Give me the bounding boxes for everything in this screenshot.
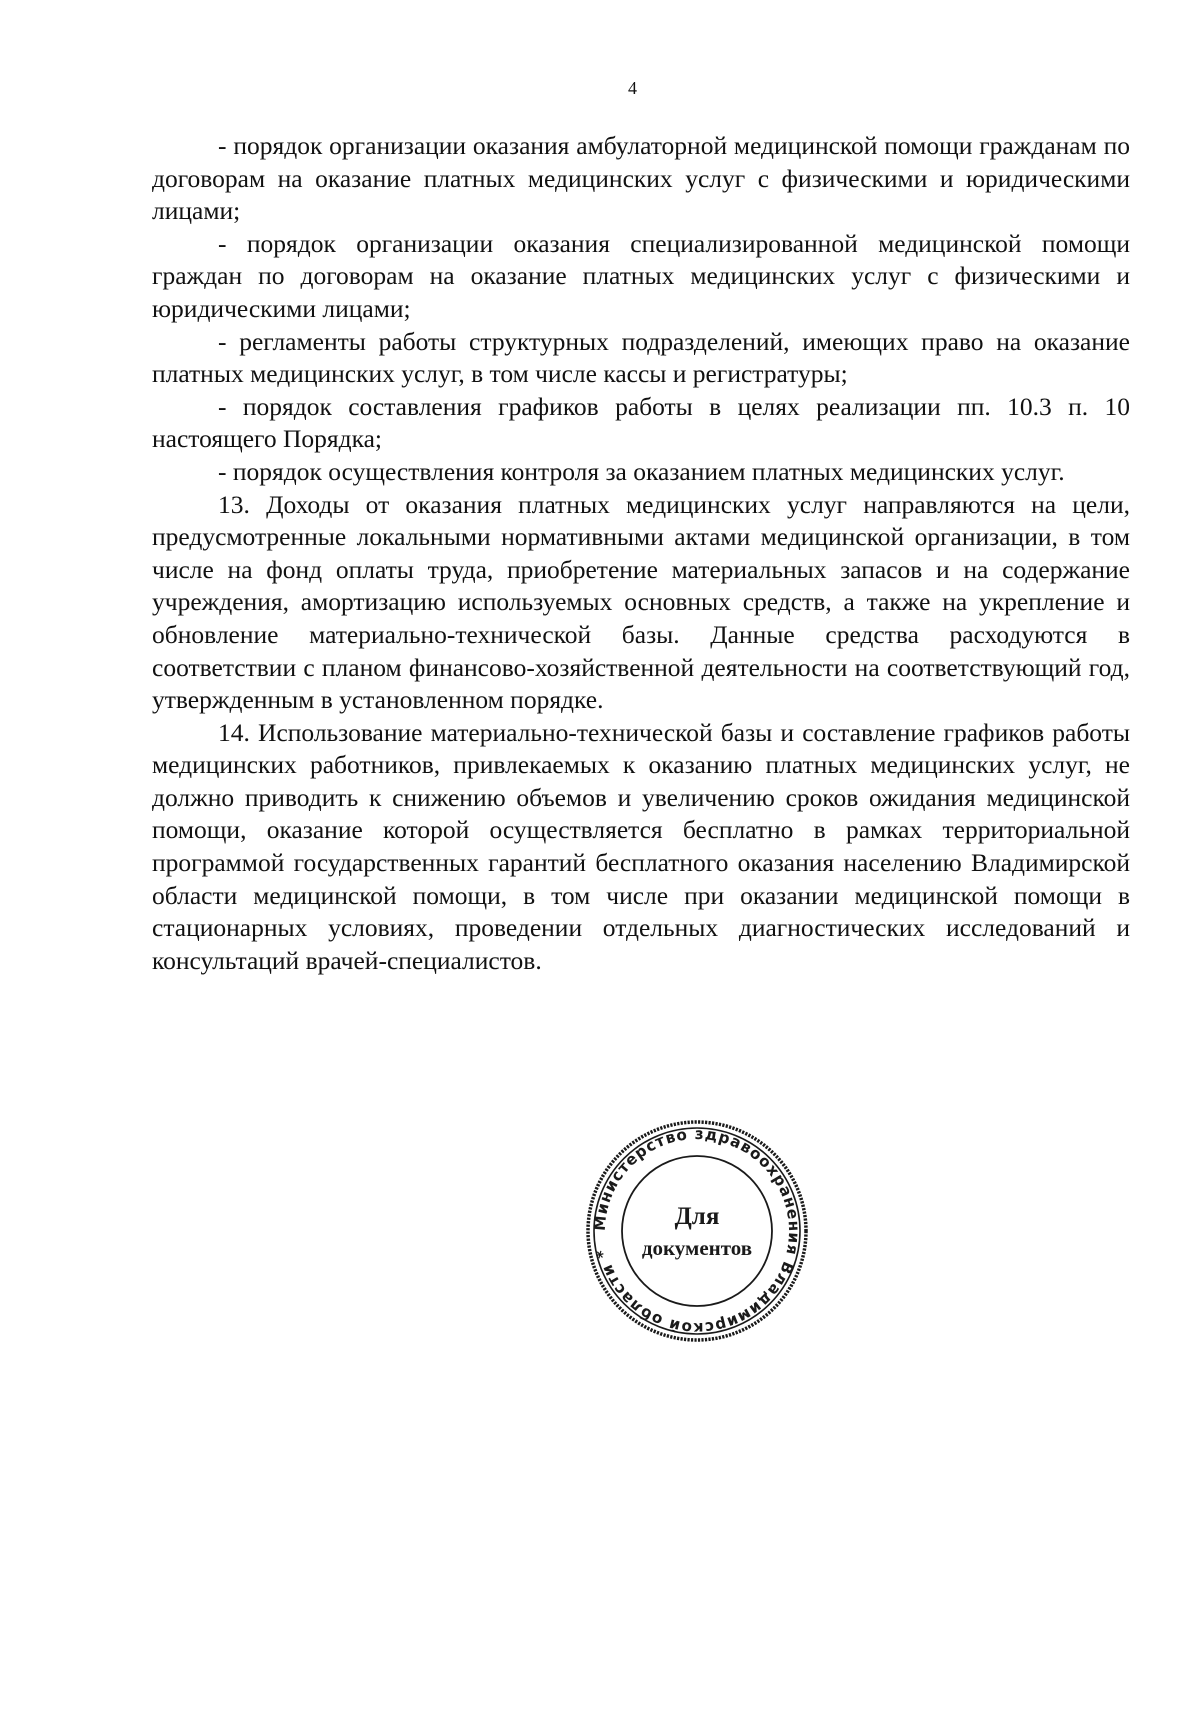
list-item-work-schedule-procedure: - порядок составления графиков работы в целях реализации пп. 10.3 п. 10 настоящего Порядка; bbox=[152, 391, 1130, 454]
list-item-control-procedure: - порядок осуществления контроля за оказанием платных медицинских услуг. bbox=[218, 456, 1065, 486]
seal-center-line-1: Для bbox=[674, 1203, 720, 1230]
list-item-specialized-care-procedure: - порядок организации оказания специализированной медицинской помощи граждан по договорам на оказание платных медицинских услуг с физическими и юридическими лицами; bbox=[152, 228, 1130, 323]
seal-center-ring bbox=[622, 1156, 772, 1306]
list-item-unit-regulations: - регламенты работы структурных подразделений, имеющих право на оказание платных медицинских услуг, в том числе кассы и регистратуры; bbox=[152, 326, 1130, 389]
official-seal-stamp bbox=[584, 1118, 810, 1344]
clause-14-resource-use: 14. Использование материально-технической базы и составление графиков работы медицинских работников, привлекаемых к оказанию платных медицинских услуг, не должно приводить к снижению объемов и увеличению сроков ожидания медицинской помощи, оказание которой осуществляется бесплатно в рамках территориальной программой государственных гарантий бесплатного оказания населению Владимирской области медицинской помощи, в том числе при оказании медицинской помощи в стационарных условиях, проведении отдельных диагностических исследований и консультаций врачей-специалистов. bbox=[152, 717, 1130, 975]
clause-13-income-use: 13. Доходы от оказания платных медицинских услуг направляются на цели, предусмотренные локальными нормативными актами медицинской организации, в том числе на фонд оплаты труда, приобретение материальных запасов и на содержание учреждения, амортизацию используемых основных средств, а также на укрепление и обновление материально-технической базы. Данные средства расходуются в соответствии с планом финансово-хозяйственной деятельности на соответствующий год, утвержденным в установленном порядке. bbox=[152, 489, 1130, 715]
page-number: 4 bbox=[628, 78, 637, 98]
seal-outer-ring bbox=[588, 1122, 806, 1340]
seal-center-line-2: документов bbox=[641, 1236, 753, 1260]
list-item-ambulatory-care-procedure: - порядок организации оказания амбулаторной медицинской помощи гражданам по договорам на оказание платных медицинских услуг с физическими и юридическими лицами; bbox=[152, 131, 1130, 226]
document-body bbox=[152, 130, 1130, 977]
seal-ring-text: Министерство здравоохранения Владимирской области * bbox=[590, 1124, 804, 1338]
